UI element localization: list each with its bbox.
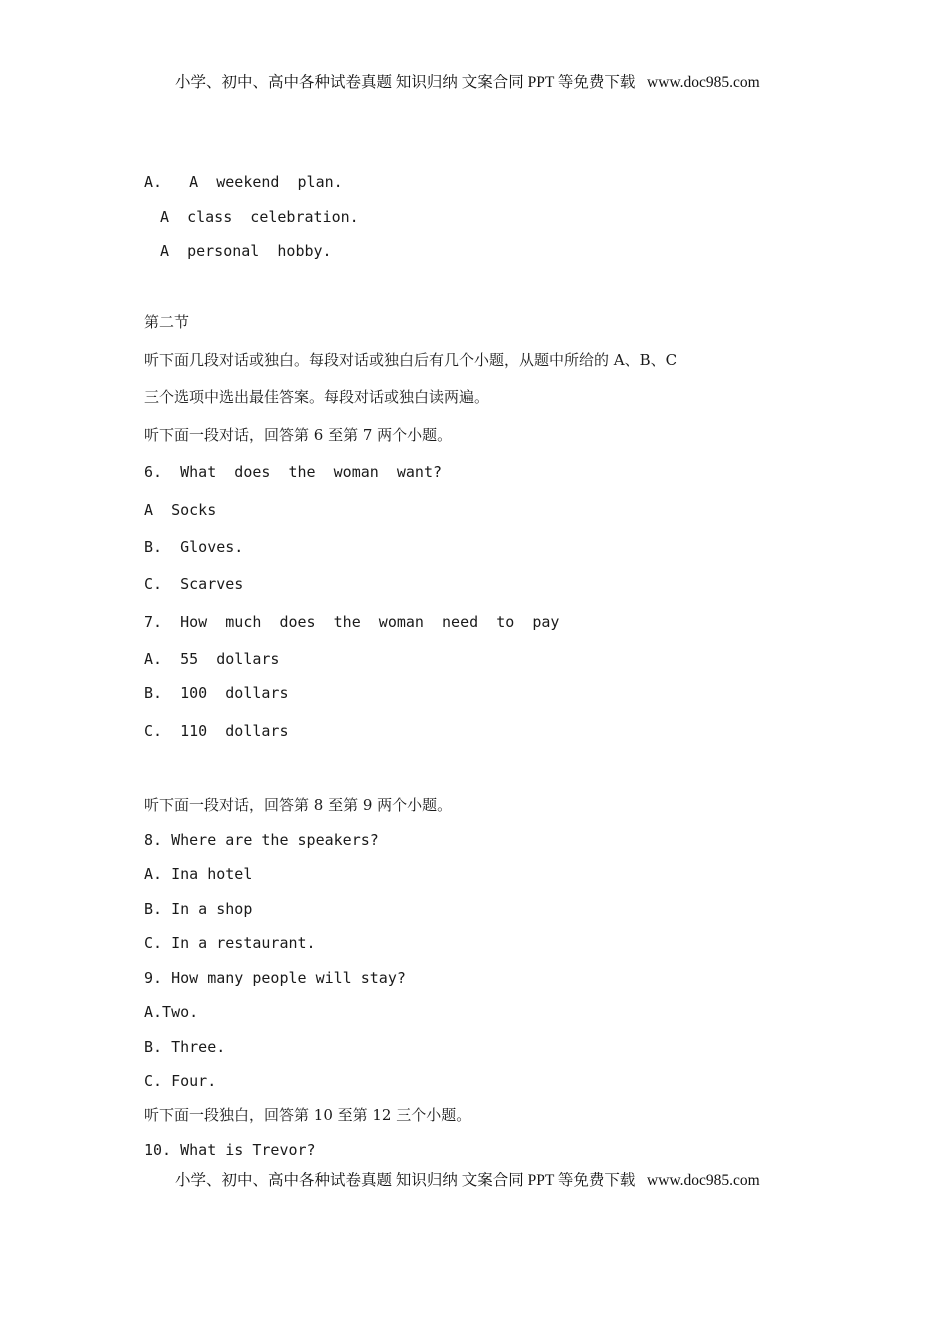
q8-question: 8. Where are the speakers? [144,831,379,849]
q6-option-c: C. Scarves [144,575,244,593]
q5-option-a: A. A weekend plan. [144,173,343,191]
page-footer: 小学、初中、高中各种试卷真题 知识归纳 文案合同 PPT 等免费下载 www.doc985.com [175,1172,760,1189]
q5-option-c: A personal hobby. [160,242,332,260]
q7-option-c: C. 110 dollars [144,722,289,740]
q5-option-b: A class celebration. [160,208,359,226]
q8-option-b: B. In a shop [144,900,253,918]
q6-option-b: B. Gloves. [144,538,244,556]
q7-option-b: B. 100 dollars [144,684,289,702]
q7-question: 7. How much does the woman need to pay [144,613,560,631]
q9-option-c: C. Four. [144,1072,217,1090]
q9-option-a: A.Two. [144,1003,199,1021]
q9-question: 9. How many people will stay? [144,969,406,987]
q8-option-a: A. Ina hotel [144,865,253,883]
q9-option-b: B. Three. [144,1038,226,1056]
q7-option-a: A. 55 dollars [144,650,280,668]
section-instructions-1: 听下面几段对话或独白。每段对话或独白后有几个小题，从题中所给的 A、B、C [144,351,678,369]
dialog1-intro: 听下面一段对话，回答第 6 至第 7 两个小题。 [144,426,453,444]
dialog2-intro: 听下面一段对话，回答第 8 至第 9 两个小题。 [144,796,453,814]
monologue-intro: 听下面一段独白，回答第 10 至第 12 三个小题。 [144,1106,472,1124]
q8-option-c: C. In a restaurant. [144,934,316,952]
page-header: 小学、初中、高中各种试卷真题 知识归纳 文案合同 PPT 等免费下载 www.doc985.com [175,74,760,91]
section-title: 第二节 [144,313,190,331]
q6-option-a: A Socks [144,501,217,519]
q6-question: 6. What does the woman want? [144,463,443,481]
q10-question: 10. What is Trevor? [144,1141,316,1159]
section-instructions-2: 三个选项中选出最佳答案。每段对话或独白读两遍。 [144,388,490,406]
